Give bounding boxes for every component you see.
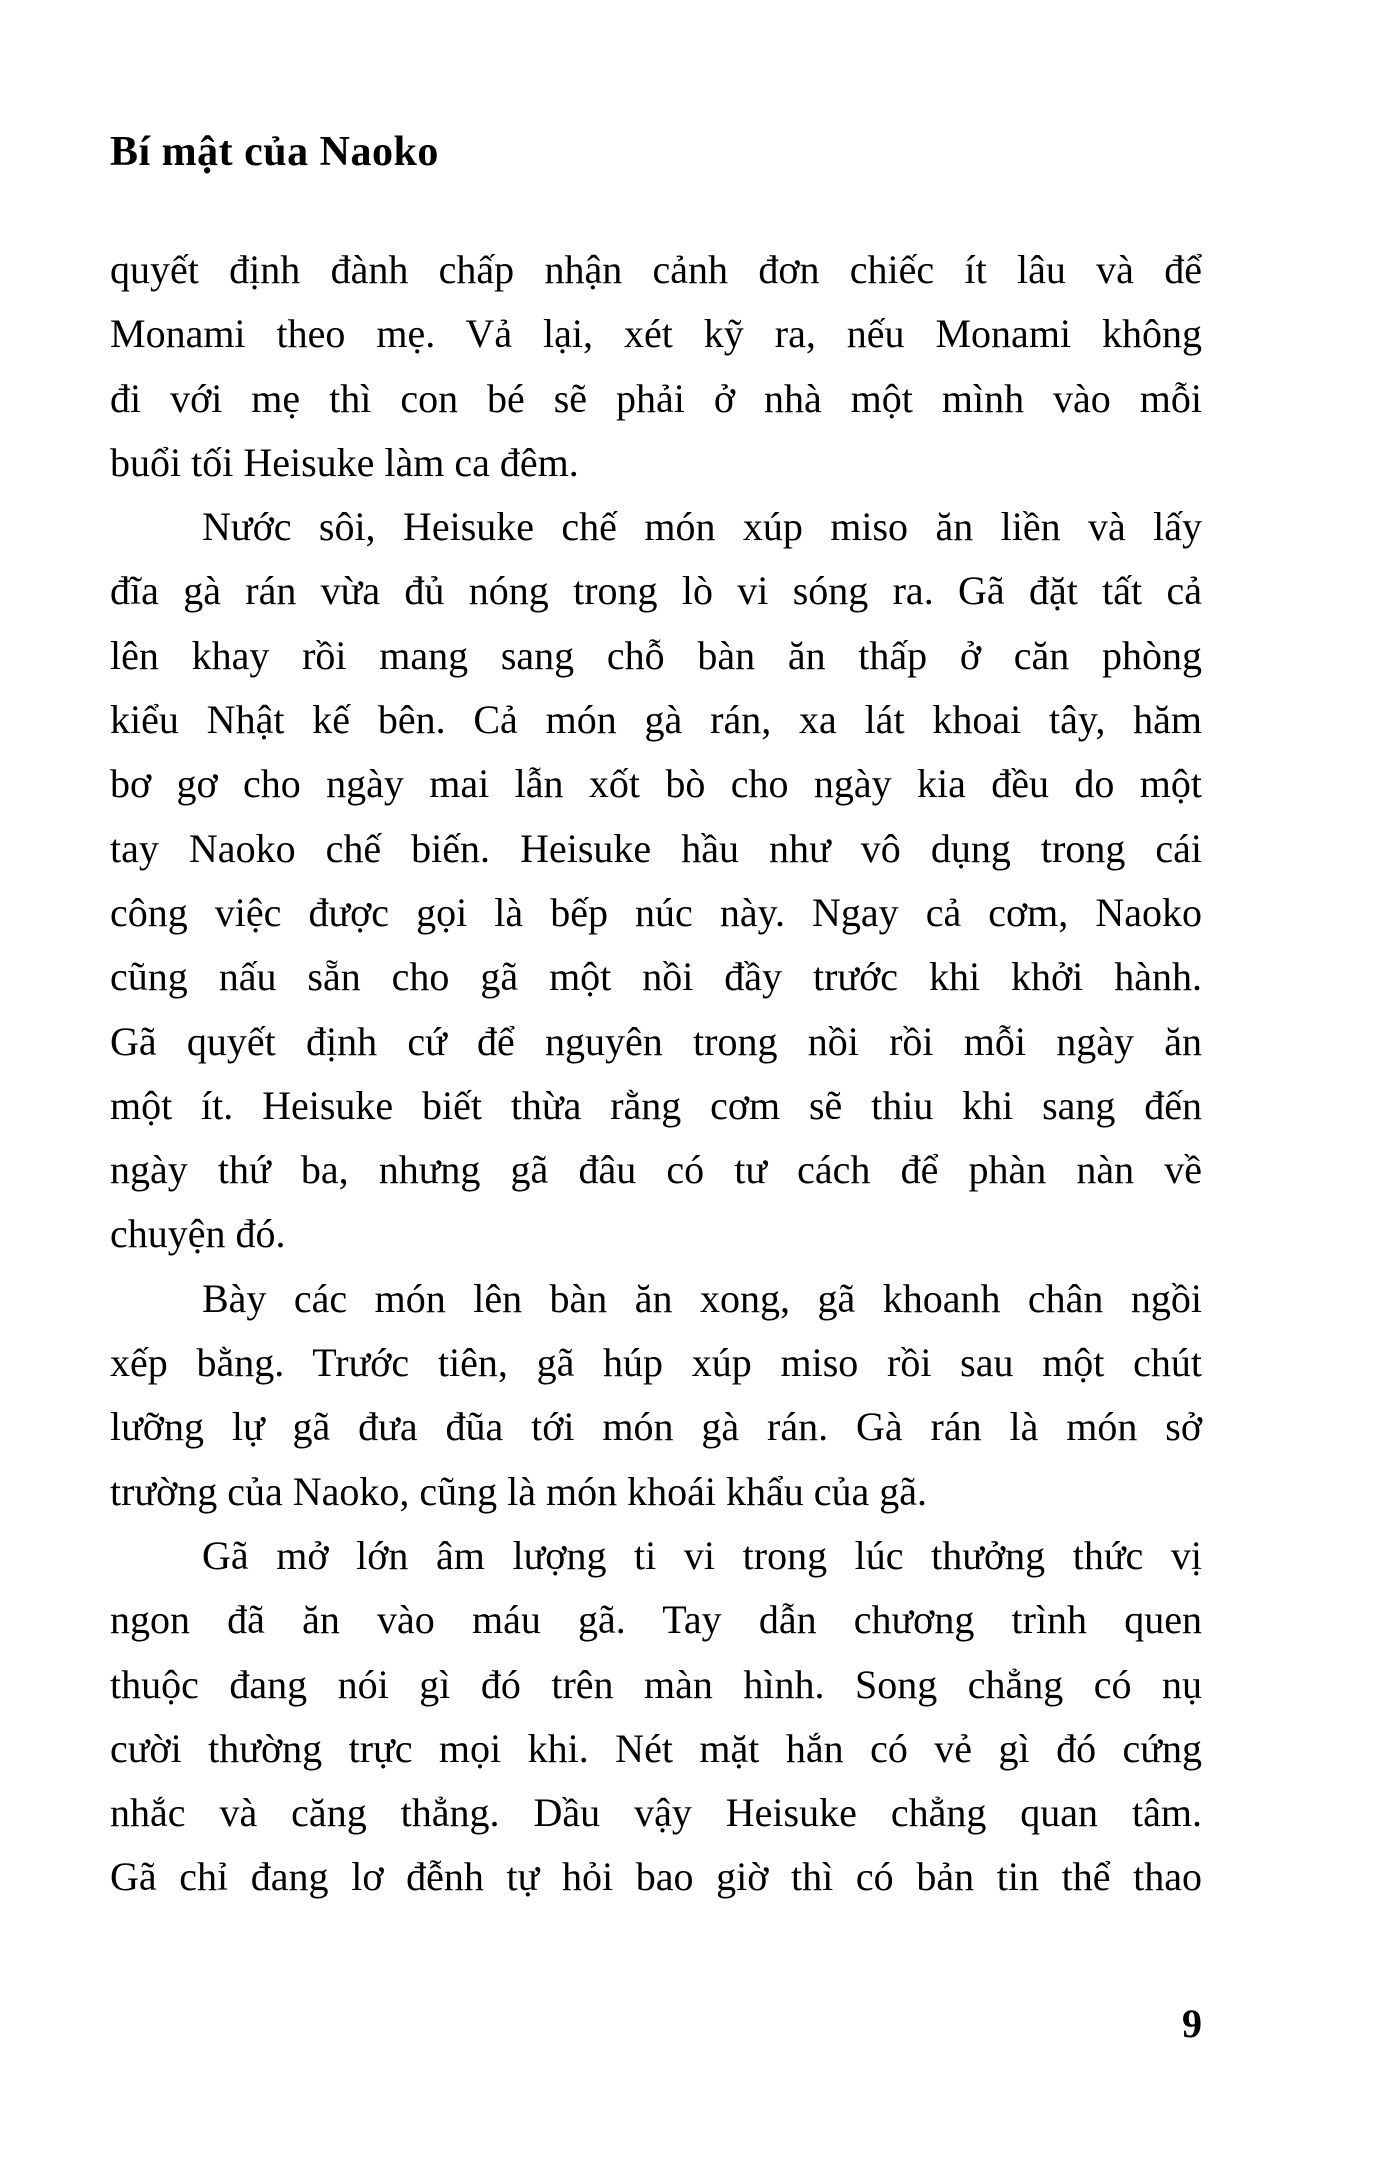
- text-line: Gã chỉ đang lơ đễnh tự hỏi bao giờ thì có bản tin thể thao: [110, 1854, 1202, 1900]
- text-line: cười thường trực mọi khi. Nét mặt hắn có vẻ gì đó cứng: [110, 1725, 1202, 1771]
- text-line: Monami theo mẹ. Vả lại, xét kỹ ra, nếu Monami không: [110, 311, 1202, 357]
- text-line: Bày các món lên bàn ăn xong, gã khoanh chân ngồi: [202, 1275, 1202, 1321]
- text-line: Gã quyết định cứ để nguyên trong nồi rồi mỗi ngày ăn: [110, 1018, 1202, 1064]
- text-line: tay Naoko chế biến. Heisuke hầu như vô dụng trong cái: [110, 825, 1202, 871]
- text-line: lên khay rồi mang sang chỗ bàn ăn thấp ở căn phòng: [110, 632, 1202, 678]
- text-line: chuyện đó.: [110, 1211, 286, 1257]
- text-line: ngon đã ăn vào máu gã. Tay dẫn chương trình quen: [110, 1597, 1202, 1643]
- paragraph-1: [110, 238, 1202, 495]
- text-line: đi với mẹ thì con bé sẽ phải ở nhà một mình vào mỗi: [110, 375, 1202, 421]
- paragraph-4: [110, 1524, 1202, 1910]
- text-line: Nước sôi, Heisuke chế món xúp miso ăn liền và lấy: [202, 504, 1202, 550]
- text-line: công việc được gọi là bếp núc này. Ngay cả cơm, Naoko: [110, 889, 1202, 935]
- text-line: buổi tối Heisuke làm ca đêm.: [110, 439, 579, 485]
- text-line: kiểu Nhật kế bên. Cả món gà rán, xa lát khoai tây, hăm: [110, 697, 1202, 743]
- text-line: trường của Naoko, cũng là món khoái khẩu của gã.: [110, 1468, 928, 1514]
- paragraph-3: [110, 1267, 1202, 1524]
- page-number: 9: [1182, 2001, 1202, 2046]
- text-line: ngày thứ ba, nhưng gã đâu có tư cách để phàn nàn về: [110, 1147, 1202, 1193]
- running-head-title: Bí mật của Naoko: [110, 129, 439, 175]
- text-line: Gã mở lớn âm lượng ti vi trong lúc thưởng thức vị: [202, 1532, 1202, 1578]
- text-line: quyết định đành chấp nhận cảnh đơn chiếc ít lâu và để: [110, 247, 1202, 292]
- text-line: nhắc và căng thẳng. Dầu vậy Heisuke chẳng quan tâm.: [110, 1790, 1202, 1836]
- text-line: đĩa gà rán vừa đủ nóng trong lò vi sóng ra. Gã đặt tất cả: [110, 568, 1202, 614]
- text-line: thuộc đang nói gì đó trên màn hình. Song chẳng có nụ: [110, 1661, 1202, 1707]
- text-line: lưỡng lự gã đưa đũa tới món gà rán. Gà rán là món sở: [110, 1404, 1202, 1450]
- text-line: một ít. Heisuke biết thừa rằng cơm sẽ thiu khi sang đến: [110, 1082, 1202, 1128]
- paragraph-2: [110, 495, 1202, 1267]
- text-line: bơ gơ cho ngày mai lẫn xốt bò cho ngày kia đều do một: [110, 761, 1202, 807]
- text-line: cũng nấu sẵn cho gã một nồi đầy trước khi khởi hành.: [110, 954, 1202, 1000]
- text-line: xếp bằng. Trước tiên, gã húp xúp miso rồi sau một chút: [110, 1340, 1202, 1386]
- body-text: [110, 238, 1202, 1910]
